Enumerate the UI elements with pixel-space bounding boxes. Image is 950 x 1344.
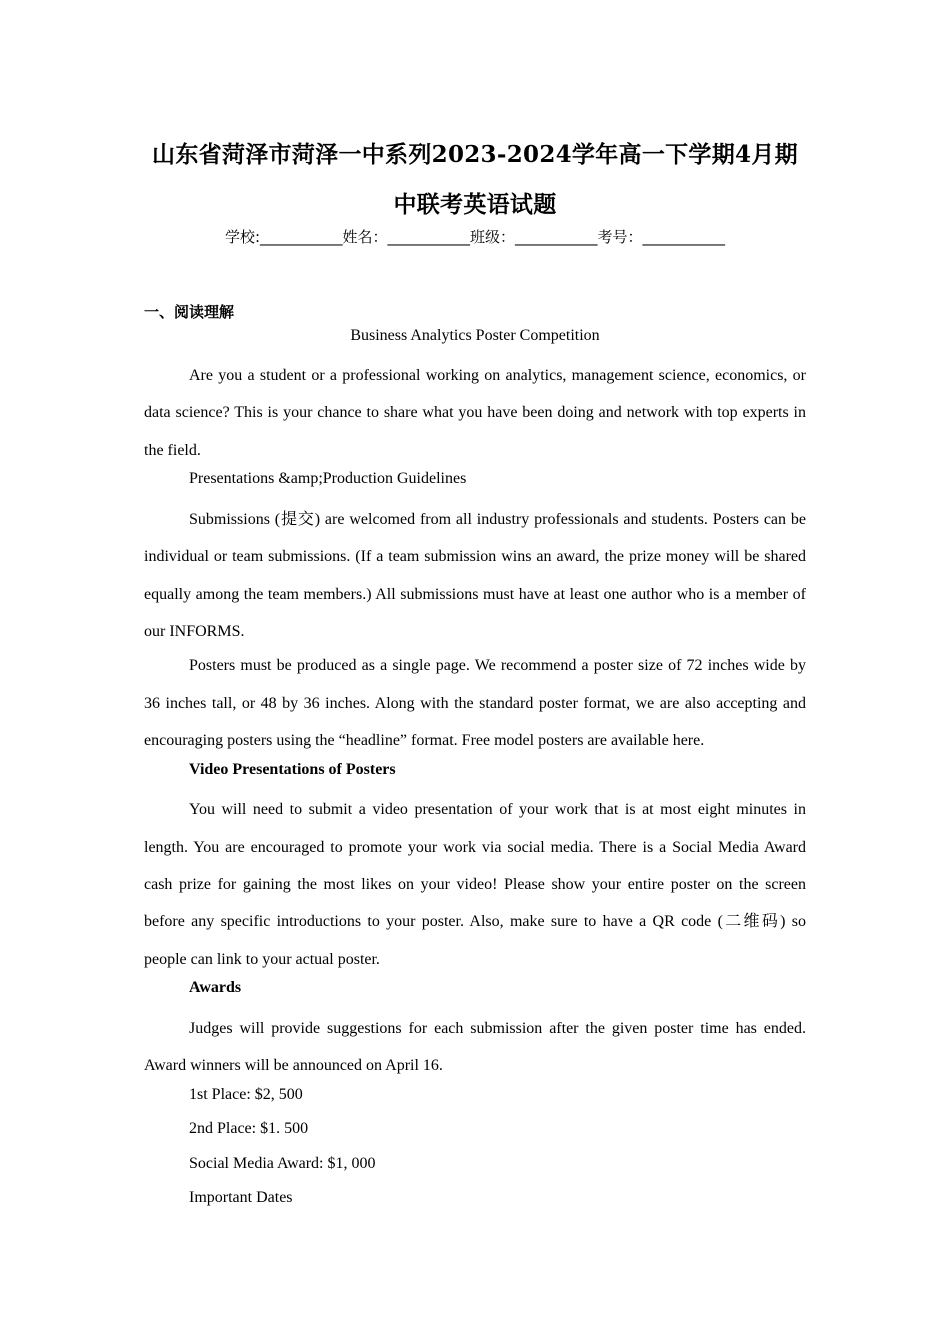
prize-second: 2nd Place: $1. 500 [189, 1120, 309, 1138]
guidelines-heading: Presentations &amp;Production Guidelines [189, 470, 467, 488]
video-paragraph: You will need to submit a video presentation of your work that is at most eight minutes in length. You are encouraged to promote your work via social media. There is a Social Media Award cash prize for gaining the most likes on your video! Please show your entire poster on the screen before any specific introductions to your poster. Also, make sure to have a QR code (二维码) so people can link to your actual poster. [144, 801, 806, 968]
passage-intro: Are you a student or a professional working on analytics, management science, economics, or data science? This is your chance to share what you have been doing and network with top experts in the field. [144, 367, 806, 459]
video-heading: Video Presentations of Posters [189, 760, 396, 778]
document-title-line-2: 中联考英语试题 [393, 191, 557, 218]
student-info-line: 学校:___________姓名：___________班级：___________考号：___________ [224, 228, 726, 246]
prize-social-media: Social Media Award: $1, 000 [189, 1154, 376, 1172]
posters-paragraph: Posters must be produced as a single page. We recommend a poster size of 72 inches wide by 36 inches tall, or 48 by 36 inches. Along with the standard poster format, we are also accepting and encouraging posters using the “headline” format. Free model posters are available here. [144, 657, 806, 750]
document-title-line-1: 山东省菏泽市菏泽一中系列2023-2024学年高一下学期4月期 [152, 141, 798, 168]
prize-first: 1st Place: $2, 500 [189, 1085, 303, 1103]
passage-title: Business Analytics Poster Competition [350, 327, 600, 344]
awards-paragraph: Judges will provide suggestions for each submission after the given poster time has ended. Award winners will be announced on April 16. [144, 1019, 806, 1075]
submissions-paragraph: Submissions (提交) are welcomed from all industry professionals and students. Posters can be individual or team submissions. (If a team submission wins an award, the prize money will be shared equally among the team members.) All submissions must have at least one author who is a member of our INFORMS. [144, 510, 806, 641]
important-dates-heading: Important Dates [189, 1189, 293, 1207]
passage-body [144, 323, 806, 1220]
section-heading: 一、阅读理解 [144, 303, 235, 321]
awards-heading: Awards [189, 979, 242, 997]
